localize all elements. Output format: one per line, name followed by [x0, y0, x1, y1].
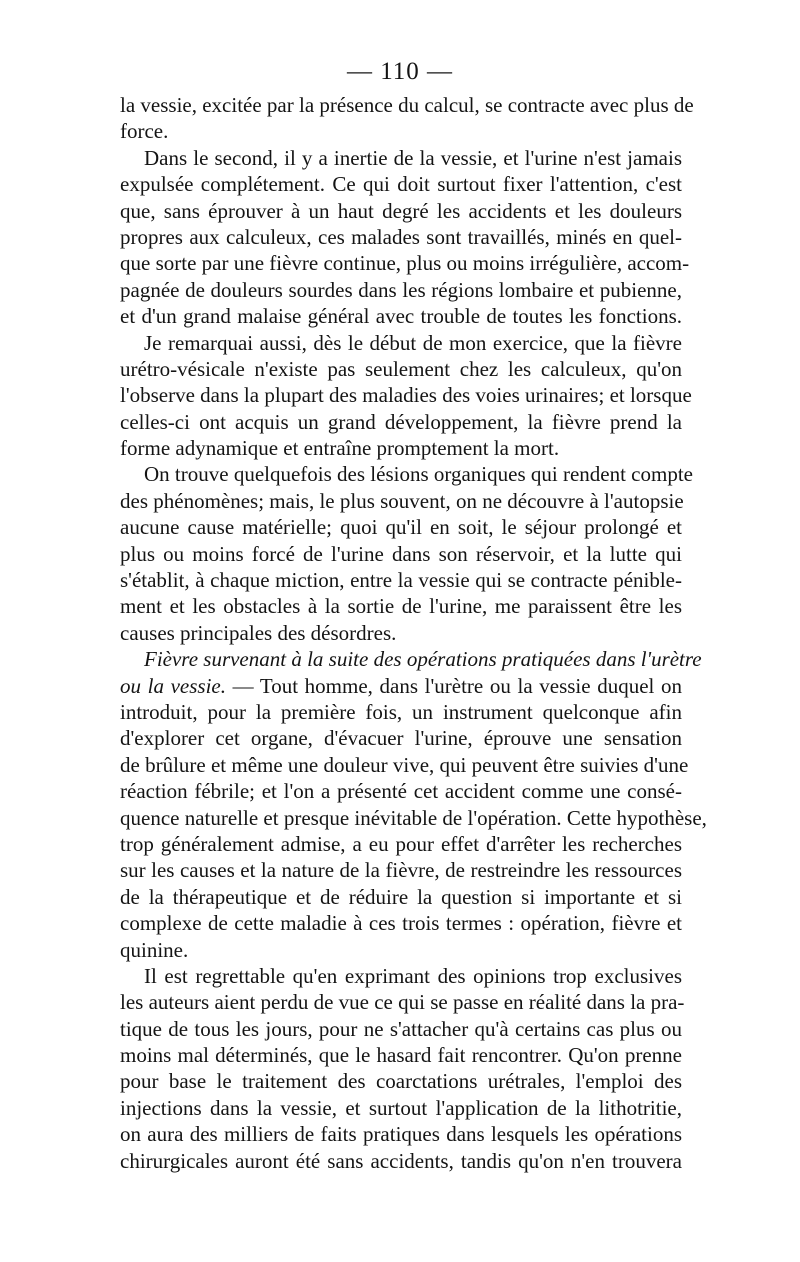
text-line: s'établit, à chaque miction, entre la vessie qui se contracte pénible-: [120, 568, 682, 593]
text-line: ment et les obstacles à la sortie de l'urine, me paraissent être les: [120, 594, 682, 619]
text-line: chirurgicales auront été sans accidents, tandis qu'on n'en trouvera: [120, 1148, 682, 1173]
text-line: expulsée complétement. Ce qui doit surtout fixer l'attention, c'est: [120, 172, 682, 197]
text-line: complexe de cette maladie à ces trois termes : opération, fièvre et: [120, 911, 682, 936]
text-line: les auteurs aient perdu de vue ce qui se passe en réalité dans la pra-: [120, 990, 685, 1015]
text-line: celles-ci ont acquis un grand développement, la fièvre prend la: [120, 409, 682, 434]
text-line: Je remarquai aussi, dès le début de mon exercice, que la fièvre: [144, 330, 682, 355]
text-line: pagnée de douleurs sourdes dans les régions lombaire et pubienne,: [120, 277, 682, 302]
text-line: urétro-vésicale n'existe pas seulement chez les calculeux, qu'on: [120, 356, 682, 381]
text-line: pour base le traitement des coarctations urétrales, l'emploi des: [120, 1069, 682, 1094]
text-line: moins mal déterminés, que le hasard fait rencontrer. Qu'on prenne: [120, 1043, 682, 1068]
text-line-rest: — Tout homme, dans l'urètre ou la vessie duquel on: [225, 673, 682, 698]
text-line: d'explorer cet organe, d'évacuer l'urine, éprouve une sensation: [120, 726, 682, 751]
text-line: quinine.: [120, 937, 189, 962]
text-line: On trouve quelquefois des lésions organiques qui rendent compte: [144, 462, 693, 487]
text-line: aucune cause matérielle; quoi qu'il en soit, le séjour prolongé et: [120, 515, 682, 540]
text-line: l'observe dans la plupart des maladies des voies urinaires; et lorsque: [120, 383, 692, 408]
text-line: Dans le second, il y a inertie de la vessie, et l'urine n'est jamais: [144, 145, 682, 170]
page-number: — 110 —: [346, 58, 454, 85]
text-line: [120, 673, 682, 699]
text-line: quence naturelle et presque inévitable de l'opération. Cette hypothèse,: [120, 805, 707, 830]
text-line: on aura des milliers de faits pratiques dans lesquels les opérations: [120, 1122, 682, 1147]
section-heading-italic: Fièvre survenant à la suite des opérations pratiquées dans l'urètre: [144, 647, 702, 672]
text-line: de brûlure et même une douleur vive, qui peuvent être suivies d'une: [120, 752, 689, 777]
text-line: des phénomènes; mais, le plus souvent, on ne découvre à l'autopsie: [120, 488, 684, 513]
text-line: trop généralement admise, a eu pour effet d'arrêter les recherches: [120, 831, 682, 856]
text-line: propres aux calculeux, ces malades sont travaillés, minés en quel-: [120, 224, 682, 249]
text-line: sur les causes et la nature de la fièvre, de restreindre les ressources: [120, 858, 682, 883]
text-line: de la thérapeutique et de réduire la question si importante et si: [120, 884, 682, 909]
text-line: que sorte par une fièvre continue, plus ou moins irrégulière, accom-: [120, 251, 690, 276]
text-line: tique de tous les jours, pour ne s'attacher qu'à certains cas plus ou: [120, 1016, 682, 1041]
text-line: réaction fébrile; et l'on a présenté cet accident comme une consé-: [120, 779, 682, 804]
section-heading-italic-continued: ou la vessie.: [120, 673, 226, 698]
text-line: que, sans éprouver à un haut degré les accidents et les douleurs: [120, 198, 682, 223]
text-line: Il est regrettable qu'en exprimant des opinions trop exclusives: [144, 963, 682, 988]
text-line: plus ou moins forcé de l'urine dans son réservoir, et la lutte qui: [120, 541, 682, 566]
text-line: causes principales des désordres.: [120, 620, 397, 645]
text-line: la vessie, excitée par la présence du calcul, se contracte avec plus de: [120, 93, 694, 117]
body-text: [120, 92, 707, 1174]
text-line: force.: [120, 119, 169, 144]
text-line: et d'un grand malaise général avec trouble de toutes les fonctions.: [120, 304, 682, 329]
text-line: forme adynamique et entraîne promptement la mort.: [120, 436, 560, 461]
text-line: introduit, pour la première fois, un instrument quelconque afin: [120, 699, 682, 724]
text-line: injections dans la vessie, et surtout l'application de la lithotritie,: [120, 1095, 682, 1120]
